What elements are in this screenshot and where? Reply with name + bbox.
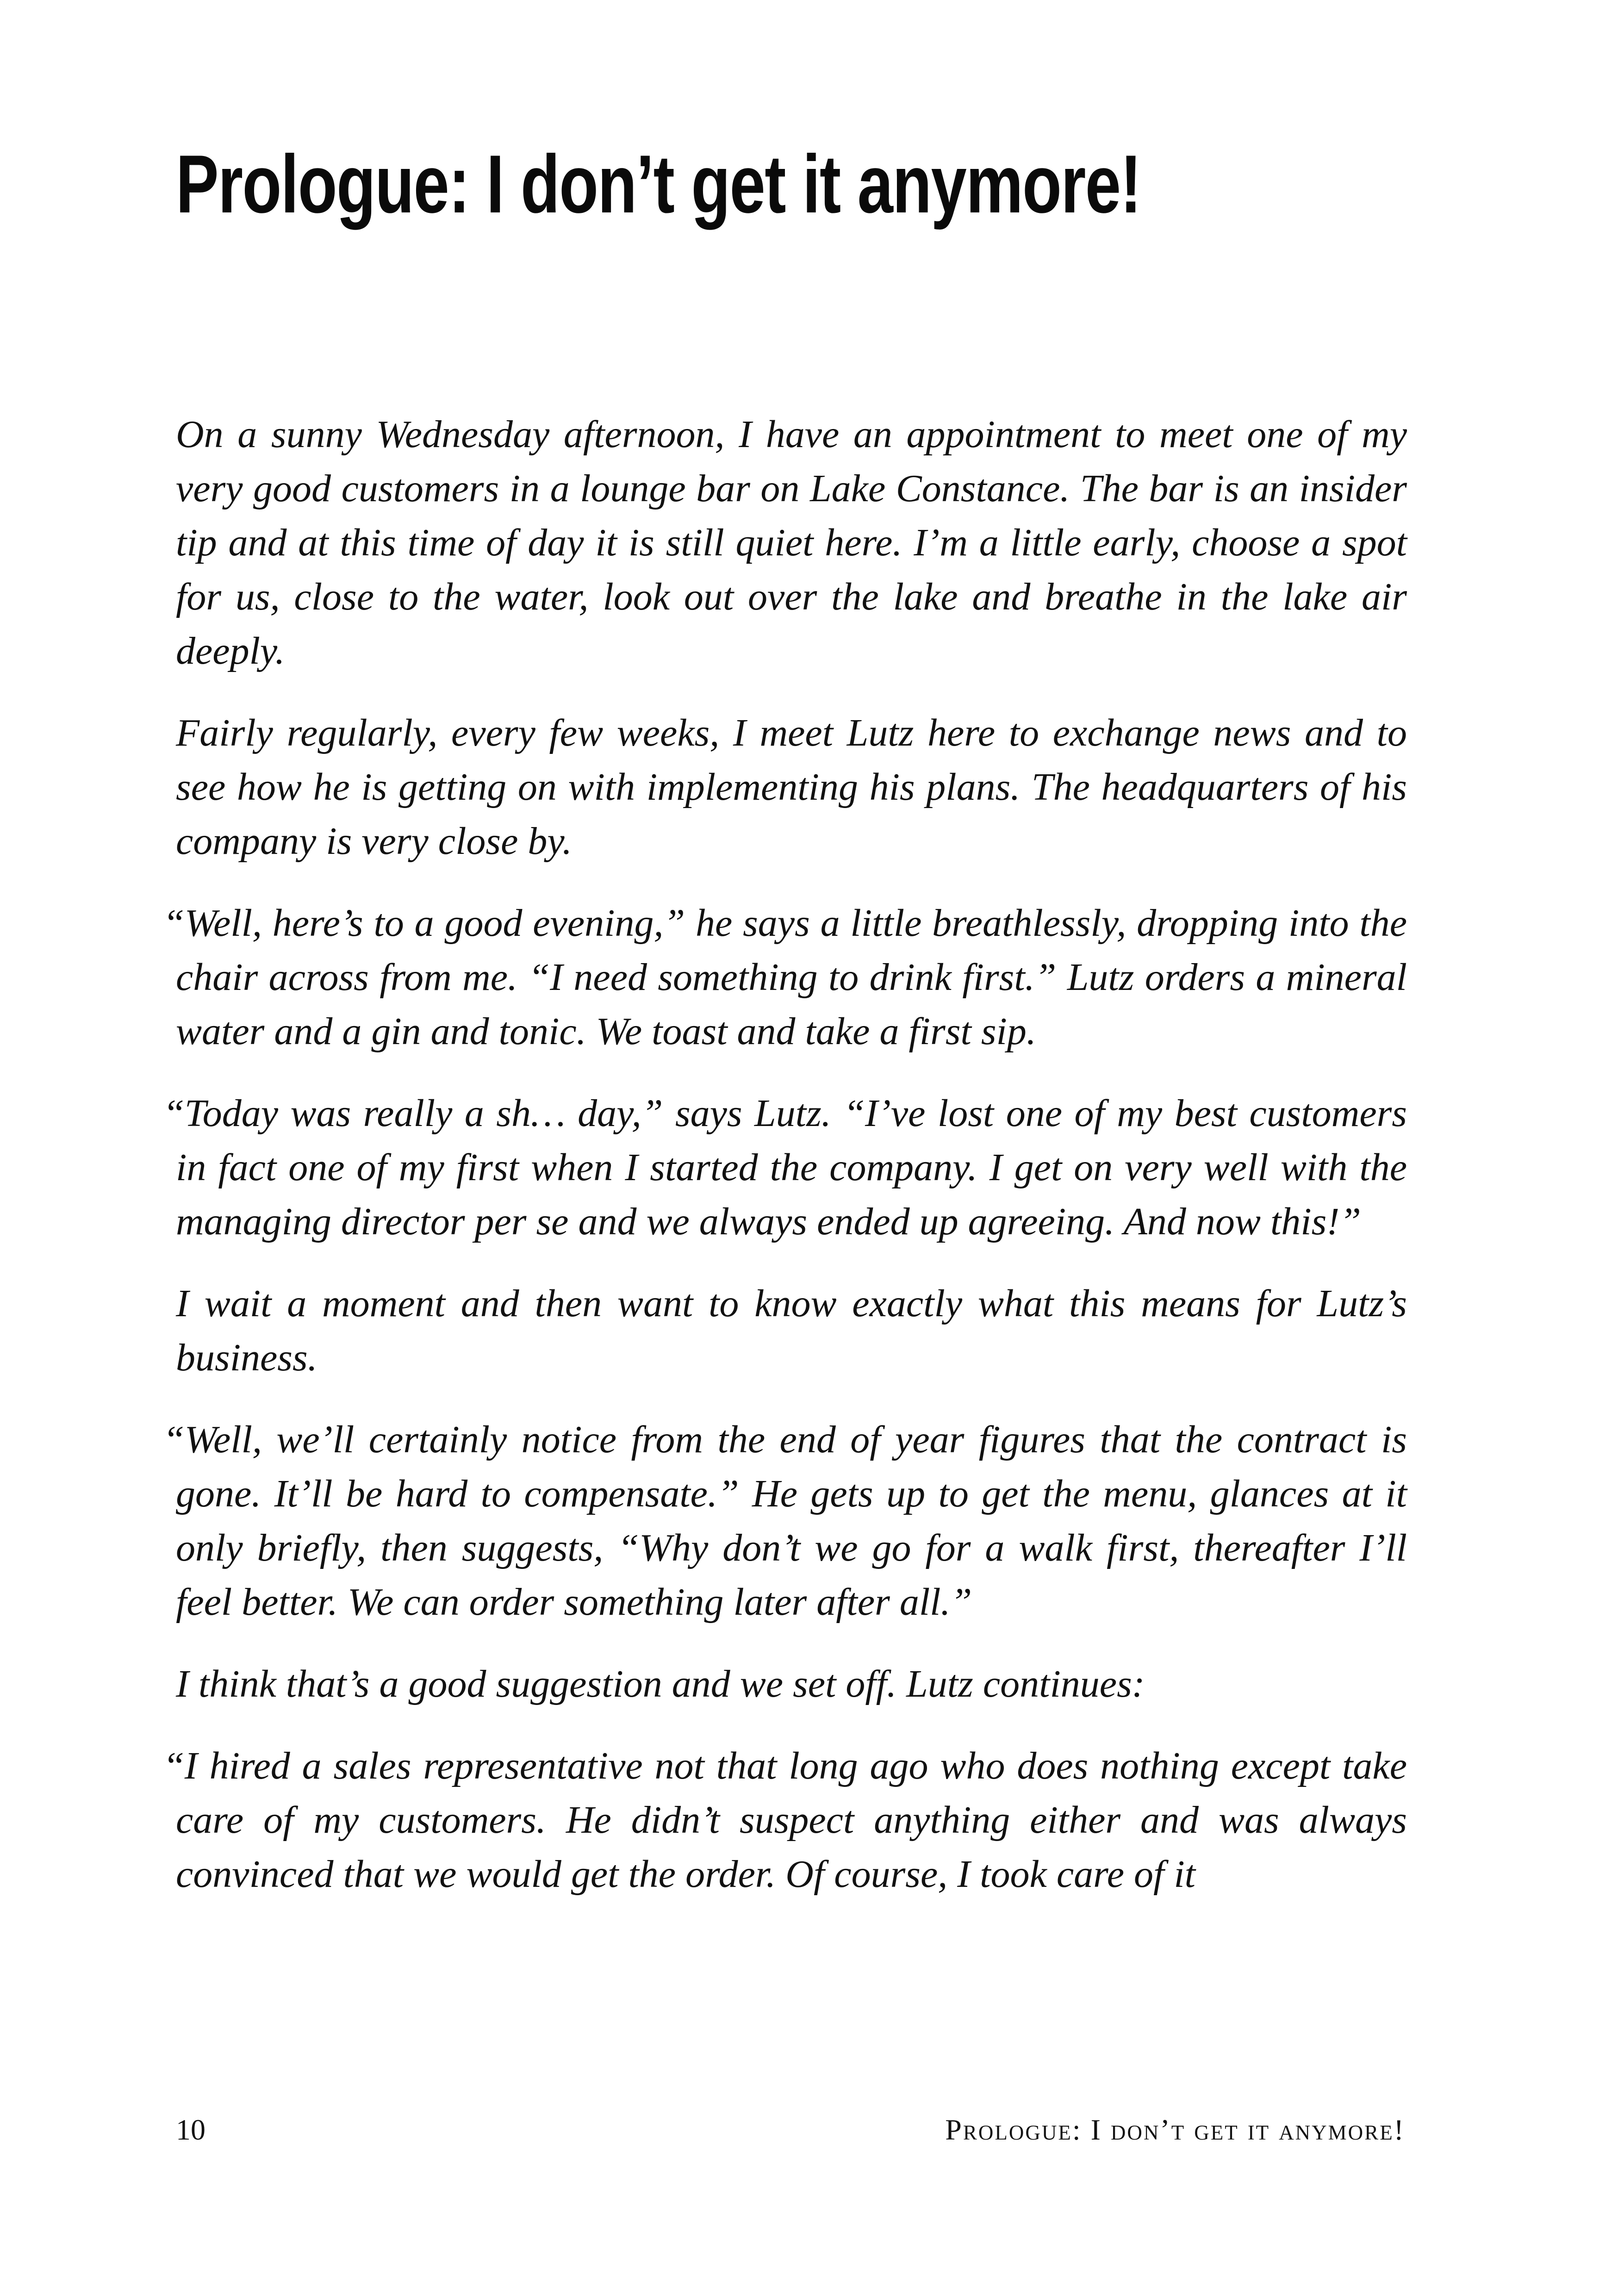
- paragraph: “Well, here’s to a good evening,” he says a little breathlessly, dropping into the chair across from me. “I need something to drink first.” Lutz orders a mineral water and a gin and tonic. We toast and take a first sip.: [163, 902, 1407, 1053]
- chapter-title: Prologue: I don’t get it anymore!: [176, 138, 1141, 230]
- paragraph: “Today was really a sh… day,” says Lutz. “I’ve lost one of my best customers in fact one of my first when I started the company. I get on very well with the managing director per se and we always ended up agreeing. And now this!”: [163, 1092, 1407, 1243]
- paragraph: I wait a moment and then want to know exactly what this means for Lutz’s business.: [176, 1282, 1407, 1379]
- paragraph: I think that’s a good suggestion and we set off. Lutz continues:: [176, 1662, 1145, 1705]
- running-head: Prologue: I don’t get it anymore!: [945, 2113, 1405, 2146]
- paragraph: “I hired a sales representative not that long ago who does nothing except take care of my customers. He didn’t suspect anything either and was always convinced that we would get the order. Of course, I took care of it: [163, 1744, 1407, 1896]
- page-number: 10: [176, 2113, 205, 2146]
- paragraph: “Well, we’ll certainly notice from the end of year figures that the contract is gone. It’ll be hard to compensate.” He gets up to get the menu, glances at it only briefly, then suggests, “Why don’t we go for a walk first, thereafter I’ll feel better. We can order something later after all.”: [163, 1418, 1407, 1624]
- paragraph: On a sunny Wednesday afternoon, I have an appointment to meet one of my very good customers in a lounge bar on Lake Constance. The bar is an insider tip and at this time of day it is still quiet here. I’m a little early, choose a spot for us, close to the water, look out over the lake and breathe in the lake air deeply.: [176, 413, 1407, 672]
- paragraph: Fairly regularly, every few weeks, I meet Lutz here to exchange news and to see how he is getting on with implementing his plans. The headquarters of his company is very close by.: [176, 711, 1407, 863]
- body-text: [163, 407, 1407, 1901]
